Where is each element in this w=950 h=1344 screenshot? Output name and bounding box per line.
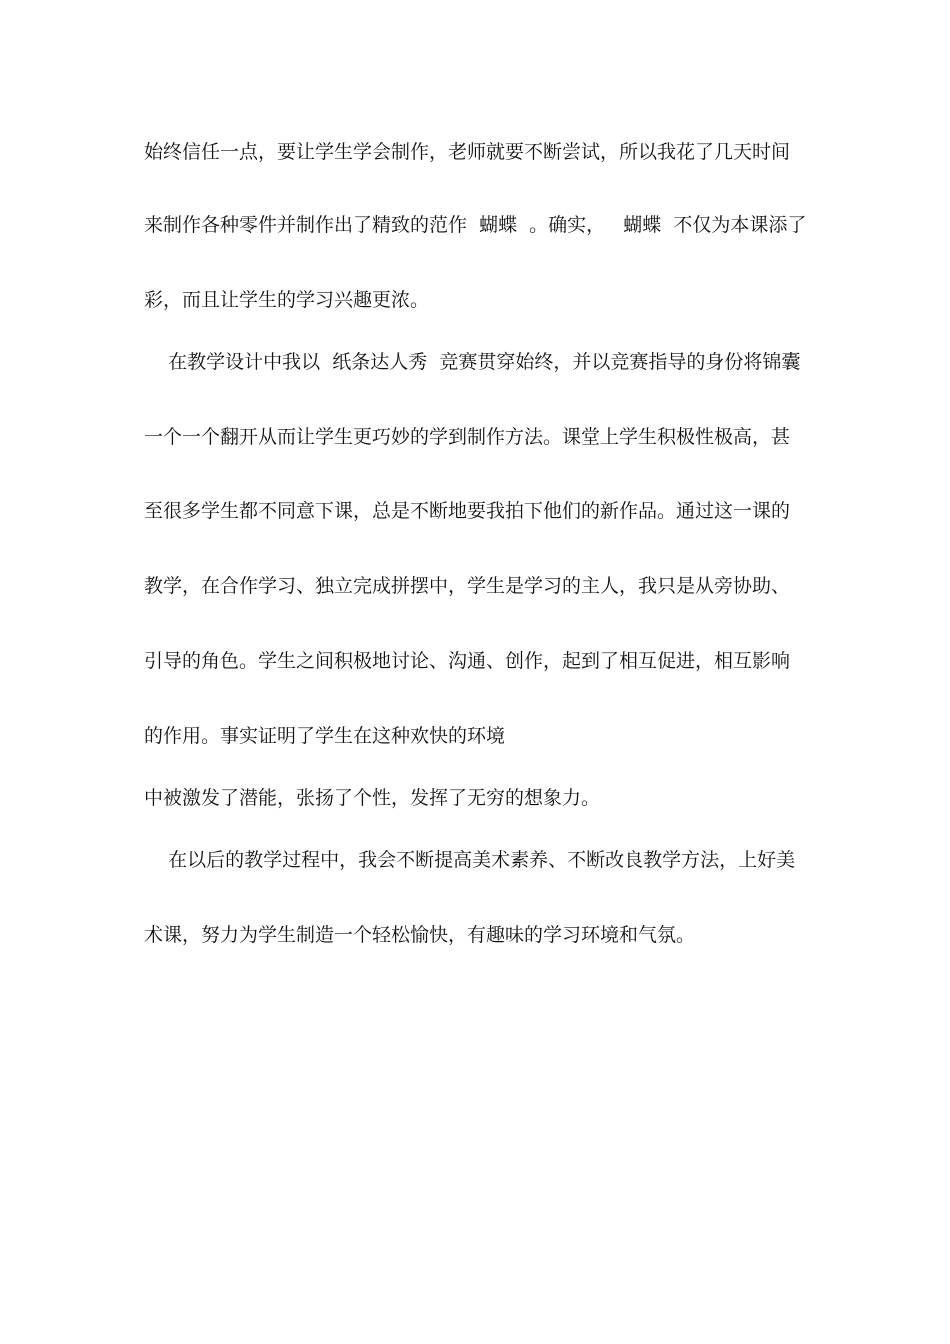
text-line: 彩，而且让学生的学习兴趣更浓。: [144, 289, 430, 311]
text-line: 在教学设计中我以 纸条达人秀 竞赛贯穿始终，并以竞赛指导的身份将锦囊: [144, 351, 801, 373]
text-line: 术课，努力为学生制造一个轻松愉快，有趣味的学习环境和气氛。: [144, 924, 696, 946]
text-line: 始终信任一点，要让学生学会制作，老师就要不断尝试，所以我花了几天时间: [144, 141, 791, 163]
text-line: 引导的角色。学生之间积极地讨论、沟通、创作，起到了相互促进，相互影响: [144, 650, 791, 672]
text-line: 在以后的教学过程中，我会不断提高美术素养、不断改良教学方法，上好美: [144, 849, 796, 871]
text-line: 的作用。事实证明了学生在这种欢快的环境: [144, 725, 506, 747]
text-line: 至很多学生都不同意下课，总是不断地要我拍下他们的新作品。通过这一课的: [144, 500, 791, 522]
text-line: 教学，在合作学习、独立完成拼摆中，学生是学习的主人，我只是从旁协助、: [144, 575, 791, 597]
text-line: 一个一个翻开从而让学生更巧妙的学到制作方法。课堂上学生积极性极高，甚: [144, 426, 791, 448]
text-line: 中被激发了潜能，张扬了个性，发挥了无穷的想象力。: [144, 787, 601, 809]
text-line: 来制作各种零件并制作出了精致的范作 蝴蝶 。确实， 蝴蝶 不仅为本课添了: [144, 214, 807, 236]
